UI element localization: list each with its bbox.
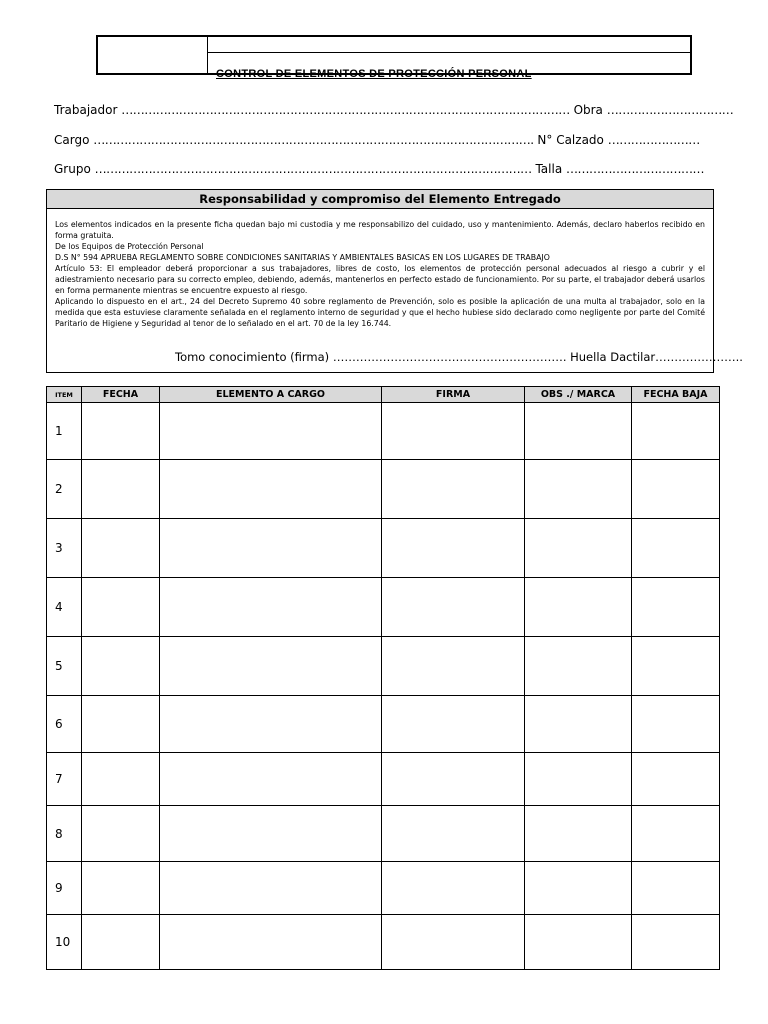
obra-field[interactable]: …………………………… xyxy=(606,103,734,117)
obs-marca-cell[interactable] xyxy=(525,862,632,915)
fecha-cell[interactable] xyxy=(82,519,160,578)
logo-cell xyxy=(98,37,208,73)
cargo-label: Cargo xyxy=(54,133,90,147)
fecha-baja-cell[interactable] xyxy=(632,753,720,806)
responsibility-box xyxy=(46,189,743,373)
table-row xyxy=(47,696,720,753)
sign-field[interactable]: ……………………………………………………. xyxy=(332,350,567,364)
obs-marca-cell[interactable] xyxy=(525,460,632,519)
signature-line xyxy=(175,350,743,364)
elemento-cell[interactable] xyxy=(160,696,382,753)
fecha-cell[interactable] xyxy=(82,915,160,970)
item-number-cell: 10 xyxy=(47,915,82,970)
fecha-cell[interactable] xyxy=(82,753,160,806)
decree-title: D.S N° 594 APRUEBA REGLAMENTO SOBRE CONDICIONES SANITARIAS Y AMBIENTALES BASICAS EN LOS LUGARES DE TRABAJO xyxy=(55,253,550,262)
obs-marca-cell[interactable] xyxy=(525,637,632,696)
talla-field[interactable]: ……………………………… xyxy=(566,162,704,176)
column-header-item: ITEM xyxy=(47,387,82,403)
fecha-cell[interactable] xyxy=(82,578,160,637)
items-table xyxy=(46,386,720,970)
item-number-cell: 4 xyxy=(47,578,82,637)
fingerprint-field[interactable]: ………………….. xyxy=(655,350,743,364)
field-row-grupo xyxy=(54,162,704,176)
column-header-fecha: FECHA xyxy=(82,387,160,403)
item-number-cell: 6 xyxy=(47,696,82,753)
trabajador-label: Trabajador xyxy=(54,103,118,117)
grupo-label: Grupo xyxy=(54,162,91,176)
elemento-cell[interactable] xyxy=(160,519,382,578)
responsibility-body xyxy=(47,209,713,329)
talla-label: Talla xyxy=(535,162,563,176)
custody-statement: Los elementos indicados en la presente ficha quedan bajo mi custodia y me responsabilizo del cuidado, uso y mantenimiento. Además, declaro haberlos recibido en forma gratuita. xyxy=(55,220,705,240)
fecha-cell[interactable] xyxy=(82,403,160,460)
fecha-cell[interactable] xyxy=(82,696,160,753)
item-number-cell: 3 xyxy=(47,519,82,578)
item-number-cell: 9 xyxy=(47,862,82,915)
table-row xyxy=(47,403,720,460)
fecha-baja-cell[interactable] xyxy=(632,460,720,519)
fecha-baja-cell[interactable] xyxy=(632,862,720,915)
item-number-cell: 5 xyxy=(47,637,82,696)
grupo-field[interactable]: …………………………………………………………………………………………………… xyxy=(94,162,532,176)
table-row xyxy=(47,637,720,696)
obs-marca-cell[interactable] xyxy=(525,403,632,460)
obs-marca-cell[interactable] xyxy=(525,753,632,806)
form-title: CONTROL DE ELEMENTOS DE PROTECCIÓN PERSONAL xyxy=(216,68,532,80)
sign-label: Tomo conocimiento (firma) xyxy=(175,350,330,364)
column-header-fecha-baja: FECHA BAJA xyxy=(632,387,720,403)
column-header-firma: FIRMA xyxy=(382,387,525,403)
fecha-baja-cell[interactable] xyxy=(632,403,720,460)
elemento-cell[interactable] xyxy=(160,460,382,519)
form-header xyxy=(96,35,692,80)
table-row xyxy=(47,862,720,915)
firma-cell[interactable] xyxy=(382,696,525,753)
obs-marca-cell[interactable] xyxy=(525,696,632,753)
table-row xyxy=(47,519,720,578)
table-row xyxy=(47,915,720,970)
elemento-cell[interactable] xyxy=(160,753,382,806)
fecha-baja-cell[interactable] xyxy=(632,578,720,637)
table-header-row xyxy=(47,387,720,403)
responsibility-heading: Responsabilidad y compromiso del Elemento Entregado xyxy=(47,190,713,209)
fingerprint-label: Huella Dactilar xyxy=(570,350,656,364)
elemento-cell[interactable] xyxy=(160,915,382,970)
table-row xyxy=(47,460,720,519)
firma-cell[interactable] xyxy=(382,862,525,915)
elemento-cell[interactable] xyxy=(160,403,382,460)
item-number-cell: 8 xyxy=(47,806,82,862)
elemento-cell[interactable] xyxy=(160,637,382,696)
table-row xyxy=(47,806,720,862)
article-53-text: Artículo 53: El empleador deberá proporcionar a sus trabajadores, libres de costo, los elementos de protección personal adecuados al riesgo a cubrir y el adiestramiento necesario para su correcto empleo, debiendo, además, mantenerlos en perfecto estado de funcionamiento. Por su parte, el trabajador deberá usarlos en forma permanente mientras se encuentre expuesto al riesgo. xyxy=(55,264,705,295)
obs-marca-cell[interactable] xyxy=(525,578,632,637)
firma-cell[interactable] xyxy=(382,806,525,862)
obs-marca-cell[interactable] xyxy=(525,806,632,862)
trabajador-field[interactable]: ……………………………………………………………………………………………………… xyxy=(121,103,570,117)
fecha-baja-cell[interactable] xyxy=(632,915,720,970)
firma-cell[interactable] xyxy=(382,578,525,637)
item-number-cell: 7 xyxy=(47,753,82,806)
fecha-baja-cell[interactable] xyxy=(632,696,720,753)
fecha-cell[interactable] xyxy=(82,637,160,696)
item-number-cell: 1 xyxy=(47,403,82,460)
table-row xyxy=(47,578,720,637)
item-number-cell: 2 xyxy=(47,460,82,519)
obs-marca-cell[interactable] xyxy=(525,519,632,578)
obra-label: Obra xyxy=(573,103,603,117)
elemento-cell[interactable] xyxy=(160,862,382,915)
firma-cell[interactable] xyxy=(382,753,525,806)
fecha-baja-cell[interactable] xyxy=(632,519,720,578)
fecha-cell[interactable] xyxy=(82,862,160,915)
firma-cell[interactable] xyxy=(382,637,525,696)
header-divider xyxy=(208,52,690,53)
fecha-baja-cell[interactable] xyxy=(632,637,720,696)
field-row-cargo xyxy=(54,133,700,147)
firma-cell[interactable] xyxy=(382,403,525,460)
table-row xyxy=(47,753,720,806)
elemento-cell[interactable] xyxy=(160,578,382,637)
field-row-trabajador xyxy=(54,103,733,117)
calzado-field[interactable]: …………………… xyxy=(607,133,700,147)
column-header-elemento: ELEMENTO A CARGO xyxy=(160,387,382,403)
elemento-cell[interactable] xyxy=(160,806,382,862)
obs-marca-cell[interactable] xyxy=(525,915,632,970)
epp-heading: De los Equipos de Protección Personal xyxy=(55,242,204,251)
firma-cell[interactable] xyxy=(382,519,525,578)
column-header-obs-marca: OBS ./ MARCA xyxy=(525,387,632,403)
cargo-field[interactable]: ……………………………………………………………………………………………………. xyxy=(93,133,534,147)
fecha-baja-cell[interactable] xyxy=(632,806,720,862)
firma-cell[interactable] xyxy=(382,915,525,970)
fecha-cell[interactable] xyxy=(82,806,160,862)
decree-40-text: Aplicando lo dispuesto en el art., 24 del Decreto Supremo 40 sobre reglamento de Prevención, solo es posible la aplicación de una multa al trabajador, solo en la medida que esta estuviese claramente señalada en el reglamento interno de seguridad y que el hecho hubiese sido declarado como negligente por parte del Comité Paritario de Higiene y Seguridad al tenor de lo señalado en el art. 70 de la ley 16.744. xyxy=(55,297,705,328)
firma-cell[interactable] xyxy=(382,460,525,519)
fecha-cell[interactable] xyxy=(82,460,160,519)
calzado-label: N° Calzado xyxy=(537,133,604,147)
